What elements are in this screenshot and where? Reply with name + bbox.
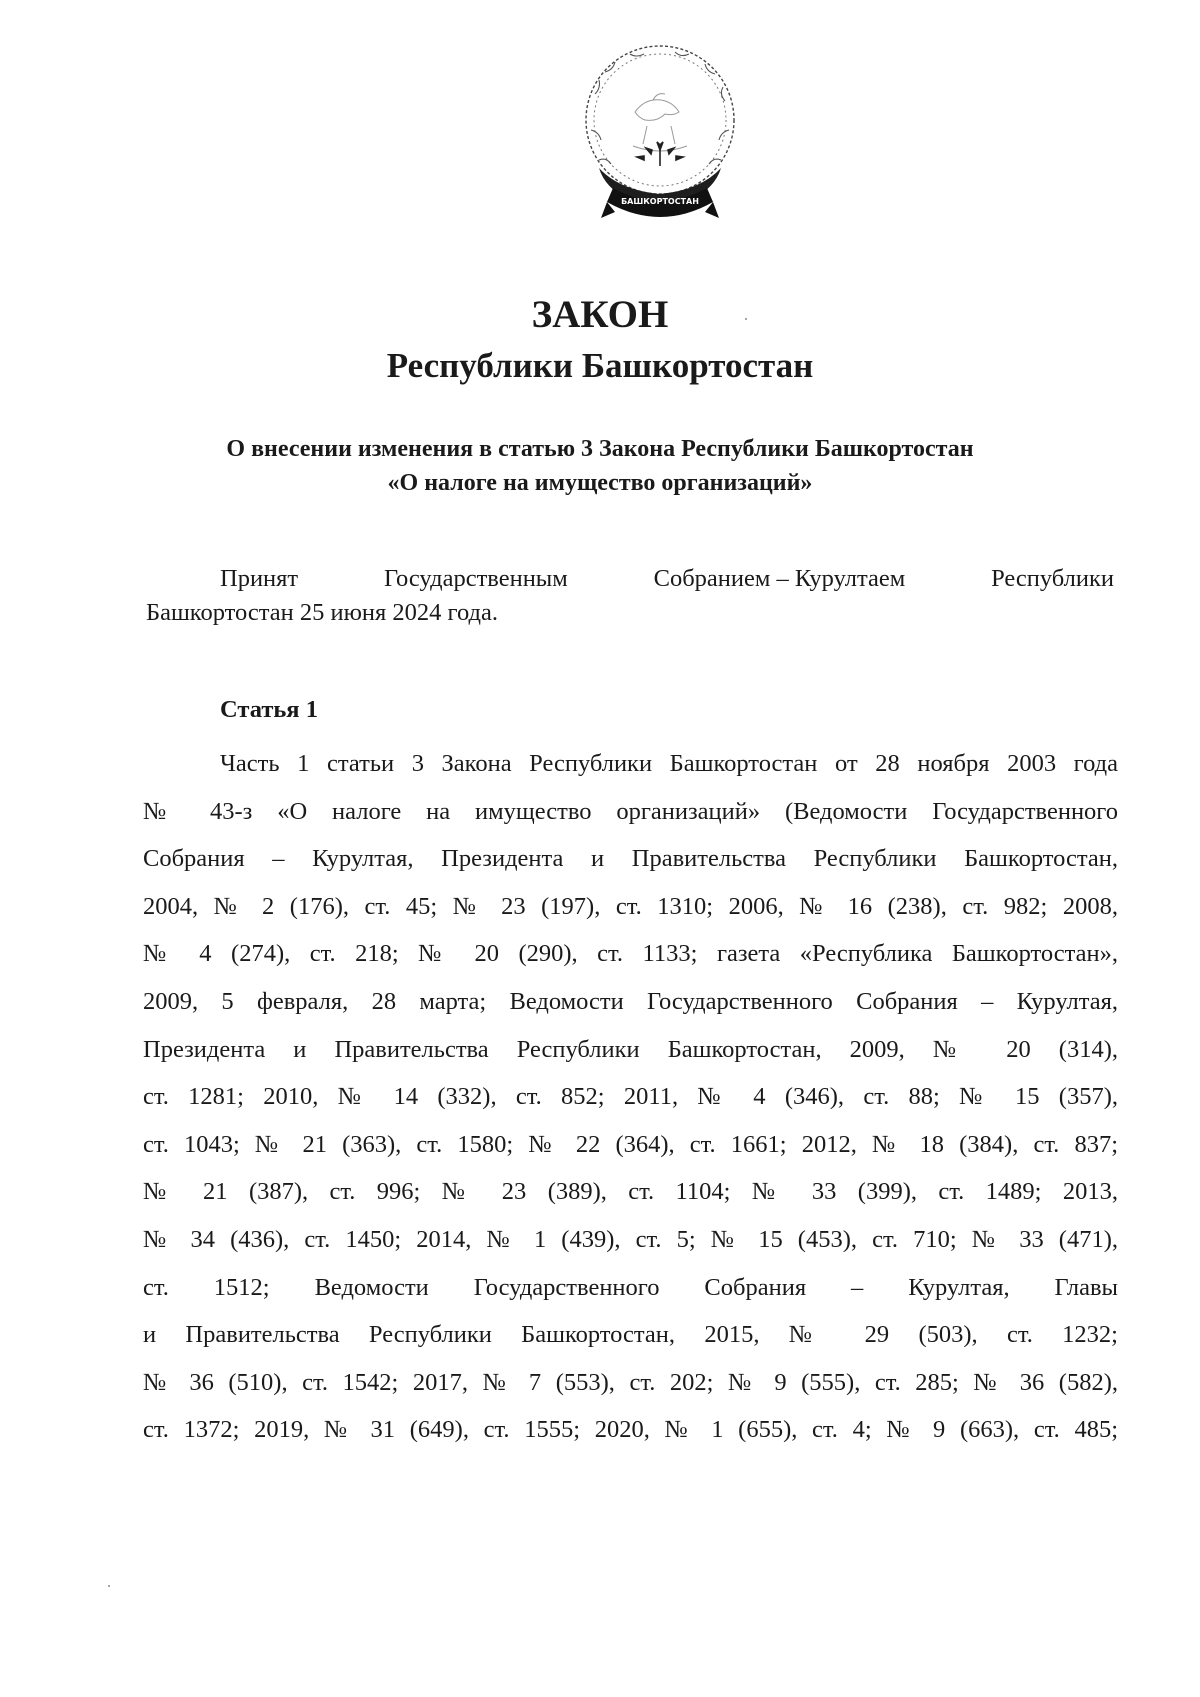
article-text-line: № 43-з «О налоге на имущество организаций» (Ведомости Государственного xyxy=(143,797,1118,825)
adoption-word: Республики xyxy=(991,565,1114,592)
article-text-line: ст. 1043; № 21 (363), ст. 1580; № 22 (364), ст. 1661; 2012, № 18 (384), ст. 837; xyxy=(143,1130,1118,1158)
law-subject xyxy=(0,432,1200,500)
scan-speck xyxy=(745,318,747,320)
article-text-line: Президента и Правительства Республики Башкортостан, 2009, № 20 (314), xyxy=(143,1035,1118,1063)
article-text-line: № 34 (436), ст. 1450; 2014, № 1 (439), ст. 5; № 15 (453), ст. 710; № 33 (471), xyxy=(143,1225,1118,1253)
article-heading: Статья 1 xyxy=(220,696,318,723)
article-text-line: 2004, № 2 (176), ст. 45; № 23 (197), ст. 1310; 2006, № 16 (238), ст. 982; 2008, xyxy=(143,892,1118,920)
article-text-line: Собрания – Курултая, Президента и Правительства Республики Башкортостан, xyxy=(143,845,1118,873)
coat-of-arms-icon xyxy=(575,42,745,228)
law-republic-title: Республики Башкортостан xyxy=(386,346,814,385)
article-text-line: и Правительства Республики Башкортостан, 2015, № 29 (503), ст. 1232; xyxy=(143,1321,1118,1349)
article-body xyxy=(143,740,1118,1454)
adoption-word: Государственным xyxy=(383,565,568,592)
article-text-line: № 36 (510), ст. 1542; 2017, № 7 (553), ст. 202; № 9 (555), ст. 285; № 36 (582), xyxy=(143,1368,1118,1396)
adoption-line: Башкортостан 25 июня 2024 года. xyxy=(146,599,498,626)
law-subject-line: О внесении изменения в статью 3 Закона Республики Башкортостан xyxy=(226,436,974,462)
article-text-line: 2009, 5 февраля, 28 марта; Ведомости Государственного Собрания – Курултая, xyxy=(143,987,1118,1015)
article-text-line: Часть 1 статьи 3 Закона Республики Башкортостан от 28 ноября 2003 года xyxy=(220,750,1118,777)
scan-speck xyxy=(108,1585,110,1587)
article-text-line: ст. 1372; 2019, № 31 (649), ст. 1555; 2020, № 1 (655), ст. 4; № 9 (663), ст. 485; xyxy=(143,1416,1118,1444)
article-text-line: ст. 1512; Ведомости Государственного Собрания – Курултая, Главы xyxy=(143,1273,1118,1301)
article-text-line: ст. 1281; 2010, № 14 (332), ст. 852; 2011, № 4 (346), ст. 88; № 15 (357), xyxy=(143,1083,1118,1111)
emblem-ribbon-text: БАШКОРТОСТАН xyxy=(621,197,699,206)
adoption-word: Принят xyxy=(220,565,299,592)
article-text-line: № 4 (274), ст. 218; № 20 (290), ст. 1133; газета «Республика Башкортостан», xyxy=(143,940,1118,968)
law-title: ЗАКОН xyxy=(531,293,669,336)
law-subject-line: «О налоге на имущество организаций» xyxy=(387,470,813,496)
adoption-statement xyxy=(146,562,1114,630)
adoption-line xyxy=(146,562,1114,596)
adoption-word: Собранием – Курултаем xyxy=(653,565,906,592)
article-text-line: № 21 (387), ст. 996; № 23 (389), ст. 1104; № 33 (399), ст. 1489; 2013, xyxy=(143,1178,1118,1206)
